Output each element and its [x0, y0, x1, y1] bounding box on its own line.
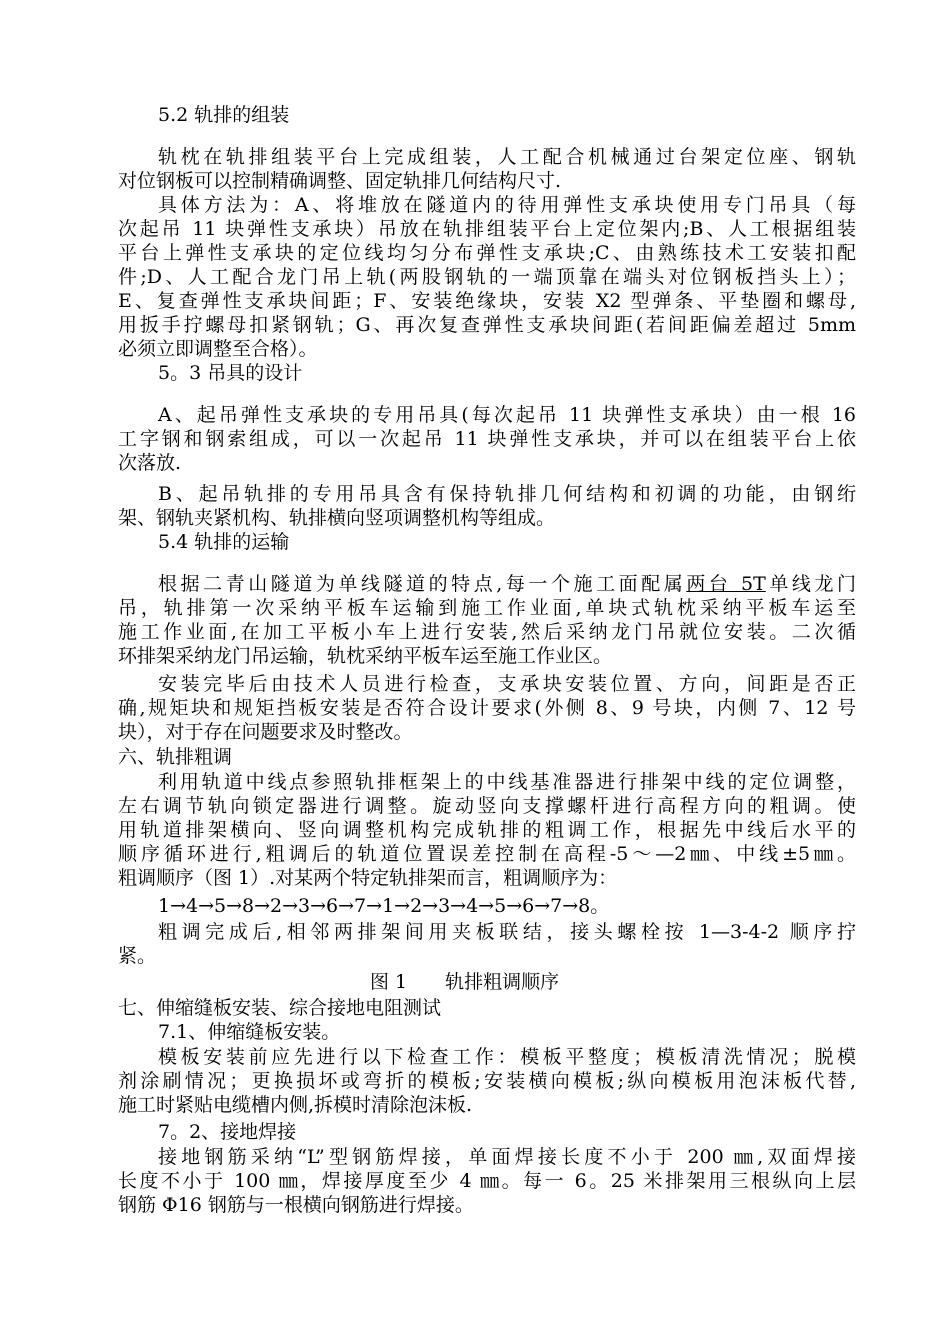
- paragraph-line: 块），对于存在问题要求及时整改。: [118, 721, 413, 743]
- section-7-heading: 七、伸缩缝板安装、综合接地电阻测试: [118, 997, 442, 1019]
- paragraph-line: 根据二青山隧道为单线隧道的特点,每一个施工面配属两台 5T单线龙门: [158, 573, 856, 595]
- paragraph-line: E、复查弹性支承块间距；F、安装绝缘块，安装 X2 型弹条、平垫圈和螺母,: [118, 290, 856, 312]
- paragraph-line: 粗调顺序（图 1）.对某两个特定轨排架而言，粗调顺序为：: [118, 867, 618, 889]
- paragraph-line: 顺序循环进行,粗调后的轨道位置误差控制在高程-5～—2㎜、中线±5㎜。: [118, 843, 856, 865]
- paragraph-line: 次落放.: [118, 452, 182, 474]
- paragraph-line: 接地钢筋采纳“L”型钢筋焊接，单面焊接长度不小于 200 ㎜,双面焊接: [158, 1146, 856, 1168]
- paragraph-line: 次起吊 11 块弹性支承块）吊放在轨排组装平台上定位架内;B、人工根据组装: [118, 218, 856, 240]
- paragraph-line: 必须立即调整至合格）。: [118, 338, 318, 360]
- paragraph-line: 利用轨道中线点参照轨排框架上的中线基准器进行排架中线的定位调整，: [158, 771, 856, 793]
- paragraph-line: 左右调节轨向锁定器进行调整。旋动竖向支撑螺杆进行高程方向的粗调。使: [118, 795, 856, 817]
- paragraph-line: 具体方法为：A、将堆放在隧道内的待用弹性支承块使用专门吊具（每: [158, 194, 856, 216]
- paragraph-line: 平台上弹性支承块的定位线均匀分布弹性支承块;C、由熟练技术工安装扣配: [118, 242, 856, 264]
- paragraph-line: 轨枕在轨排组装平台上完成组装，人工配合机械通过台架定位座、钢轨: [158, 146, 856, 168]
- paragraph-line: 件;D、人工配合龙门吊上轨(两股钢轨的一端顶靠在端头对位钢板挡头上）；: [118, 266, 856, 288]
- paragraph-line: 紧。: [118, 945, 157, 967]
- section-5-3-heading: 5。3 吊具的设计: [158, 362, 303, 384]
- paragraph-line: B、起吊轨排的专用吊具含有保持轨排几何结构和初调的功能，由钢绗: [158, 483, 856, 505]
- section-5-4-heading: 5.4 轨排的运输: [158, 531, 290, 553]
- paragraph-line: 环排架采纳龙门吊运输，轨枕采纳平板车运至施工作业区。: [118, 645, 613, 667]
- paragraph-line: 施工时紧贴电缆槽内侧,拆模时清除泡沫板.: [118, 1094, 473, 1116]
- section-7-2-heading: 7。2、接地焊接: [158, 1121, 297, 1143]
- paragraph-line: 对位钢板可以控制精确调整、固定轨排几何结构尺寸.: [118, 170, 562, 192]
- paragraph-line: 安装完毕后由技术人员进行检查，支承块安装位置、方向，间距是否正: [158, 673, 856, 695]
- paragraph-line: 剂涂刷情况；更换损坏或弯折的模板;安装横向模板;纵向模板用泡沫板代替,: [118, 1070, 856, 1092]
- paragraph-line: 架、钢轨夹紧机构、轨排横向竖项调整机构等组成。: [118, 507, 556, 529]
- section-5-2-heading: 5.2 轨排的组装: [158, 104, 290, 126]
- paragraph-line: A、起吊弹性支承块的专用吊具(每次起吊 11 块弹性支承块）由一根 16: [158, 404, 856, 426]
- adjust-sequence: 1→4→5→8→2→3→6→7→1→2→3→4→5→6→7→8。: [158, 895, 610, 917]
- paragraph-line: 用扳手拧螺母扣紧钢轨；G、再次复查弹性支承块间距(若间距偏差超过 5mm: [118, 314, 856, 336]
- paragraph-line: 钢筋 Φ16 钢筋与一根横向钢筋进行焊接。: [118, 1194, 474, 1216]
- paragraph-line: 模板安装前应先进行以下检查工作：模板平整度；模板清洗情况；脱模: [158, 1046, 856, 1068]
- section-7-1-heading: 7.1、伸缩缝板安装。: [158, 1021, 341, 1043]
- paragraph-line: 长度不小于 100 ㎜，焊接厚度至少 4 ㎜。每一 6。25 米排架用三根纵向上层: [118, 1170, 856, 1192]
- paragraph-line: 工字钢和钢索组成，可以一次起吊 11 块弹性支承块，并可以在组装平台上依: [118, 428, 856, 450]
- paragraph-line: 粗调完成后,相邻两排架间用夹板联结，接头螺栓按 1—3-4-2 顺序拧: [158, 921, 856, 943]
- figure-caption: 图 1 轨排粗调顺序: [370, 971, 560, 993]
- paragraph-line: 施工作业面,在加工平板小车上进行安装,然后采纳龙门吊就位安装。二次循: [118, 621, 856, 643]
- paragraph-line: 用轨道排架横向、竖向调整机构完成轨排的粗调工作，根据先中线后水平的: [118, 819, 856, 841]
- paragraph-line: 确,规矩块和规矩挡板安装是否符合设计要求(外侧 8、9 号块，内侧 7、12 号: [118, 697, 856, 719]
- section-6-heading: 六、轨排粗调: [118, 746, 233, 768]
- underlined-text: 两台 5T: [686, 573, 766, 595]
- paragraph-line: 吊，轨排第一次采纳平板车运输到施工作业面,单块式轨枕采纳平板车运至: [118, 597, 856, 619]
